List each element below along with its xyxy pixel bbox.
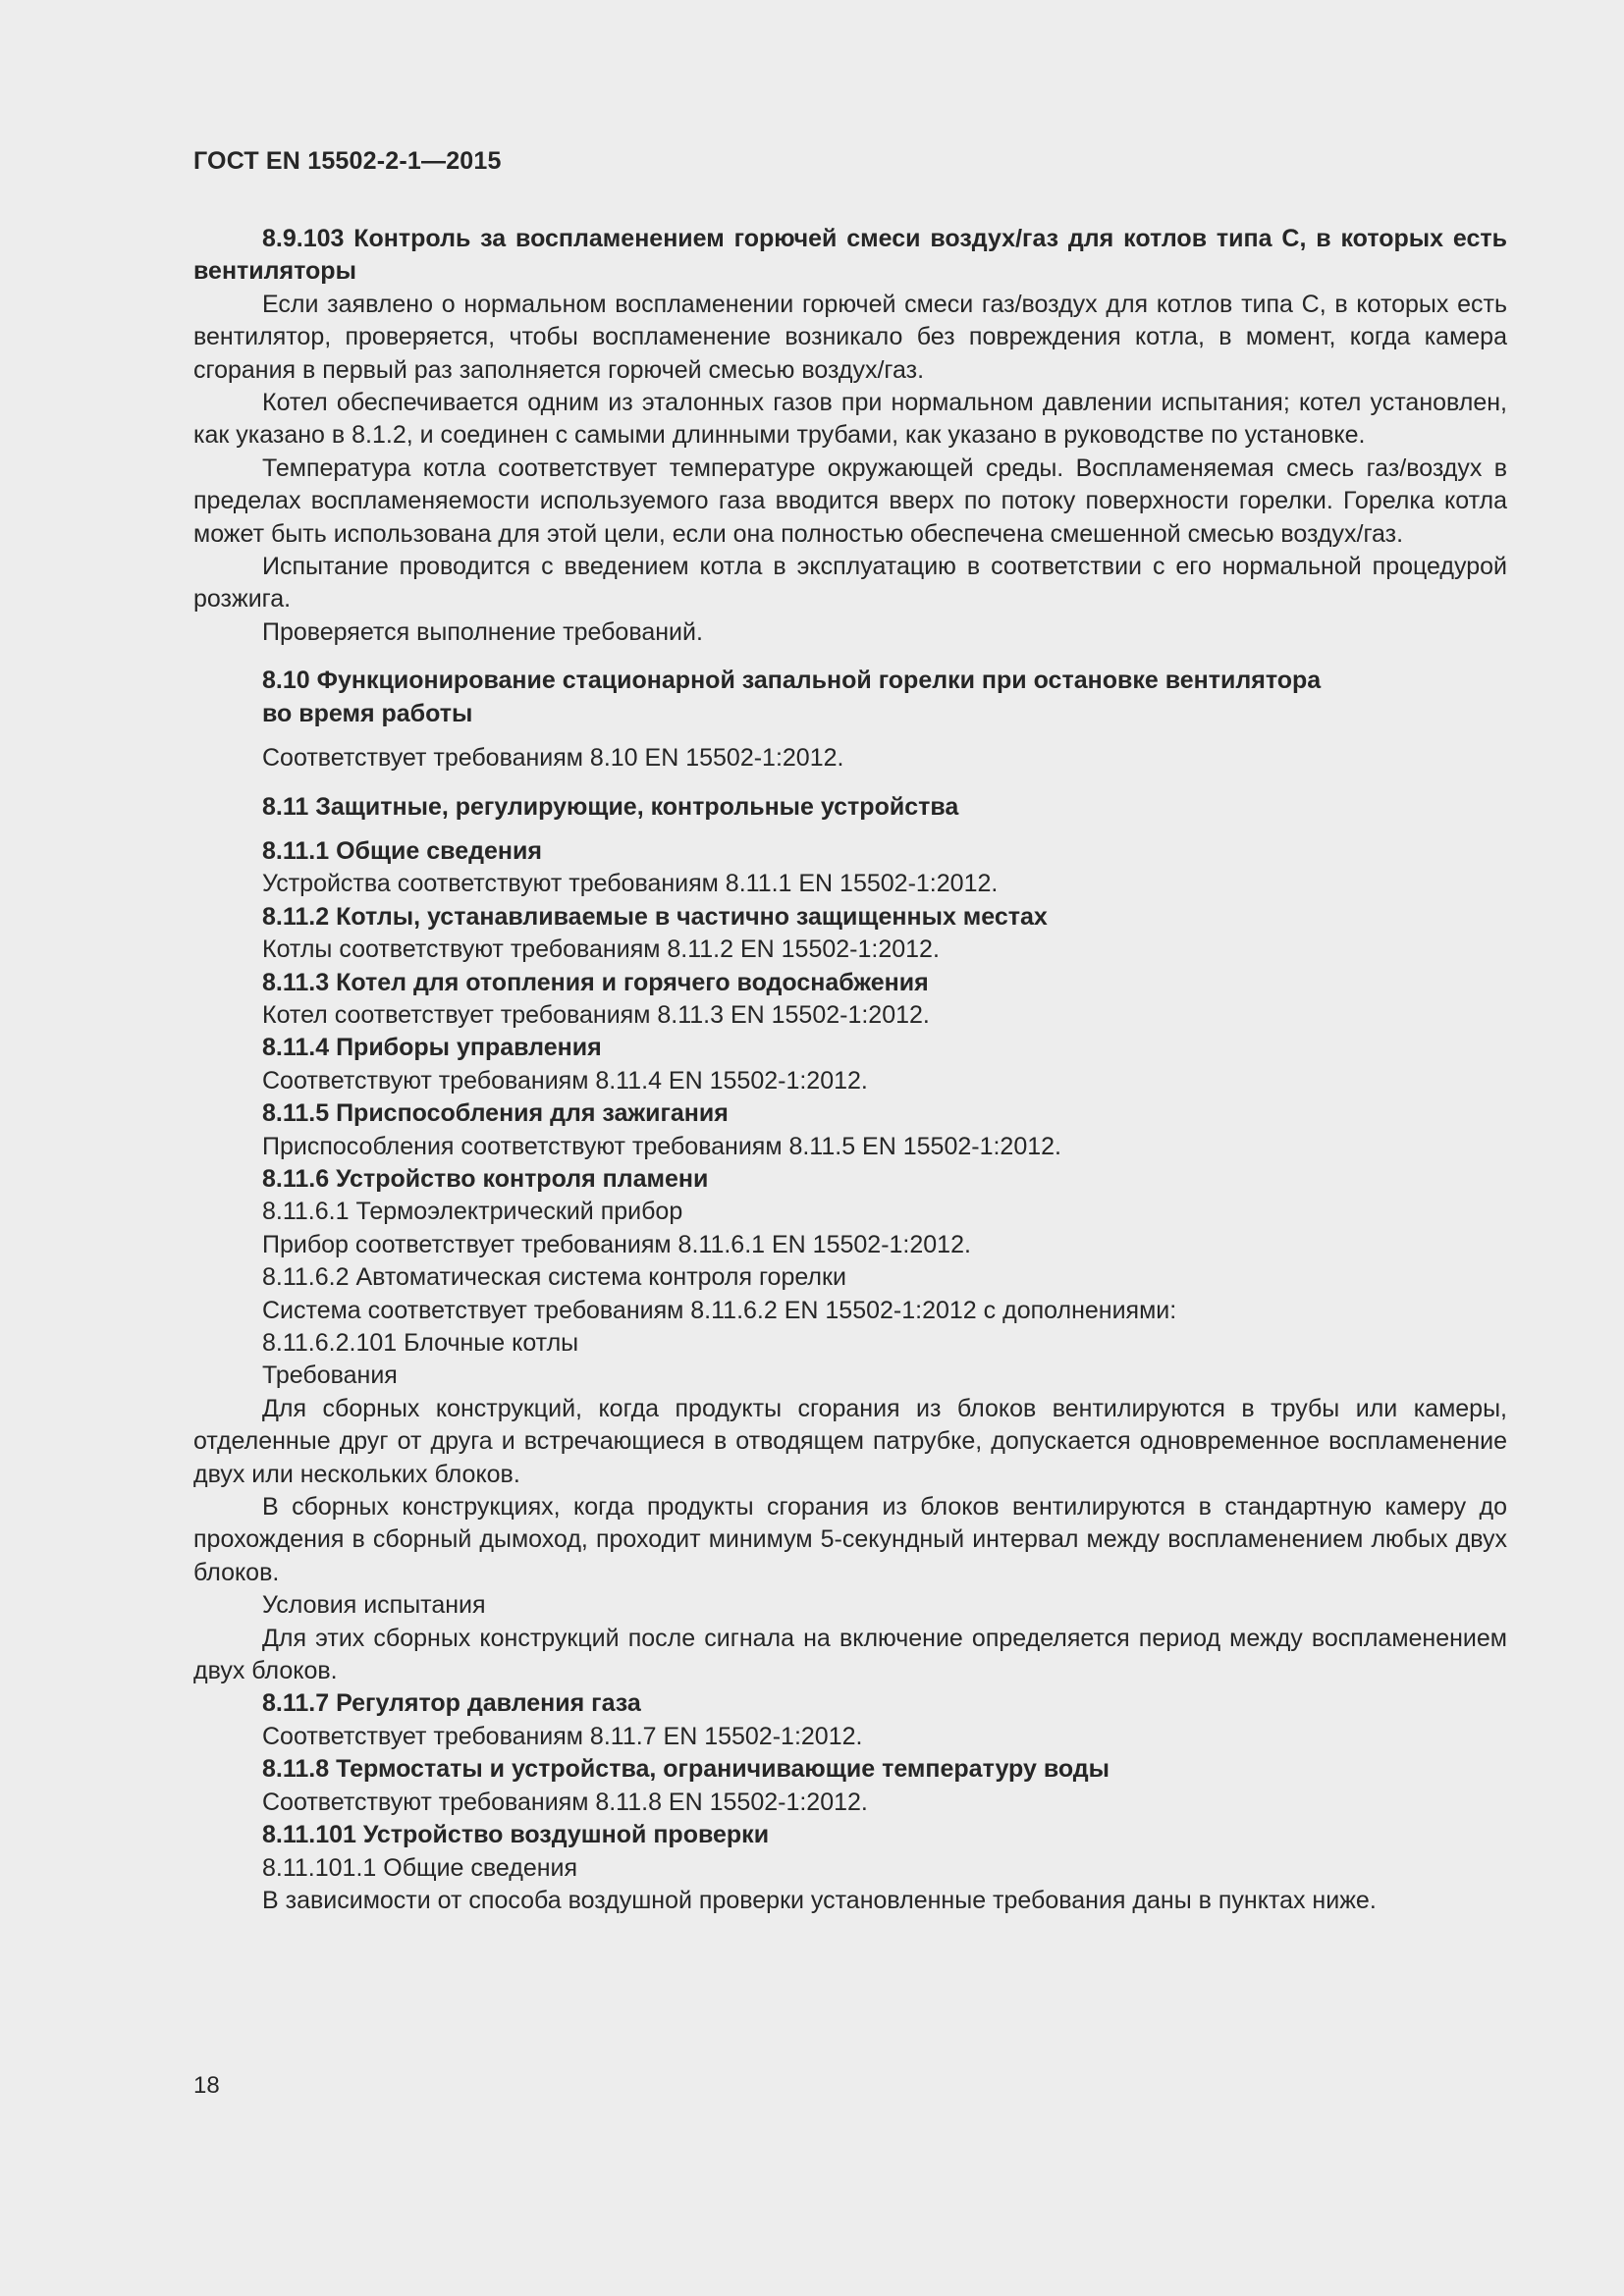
heading-8-10-line1: 8.10 Функционирование стационарной запальной горелки при остановке вентилятора bbox=[262, 667, 1322, 695]
document-page bbox=[193, 0, 1507, 2296]
page-number: 18 bbox=[193, 2072, 220, 2099]
heading-8-11-8: 8.11.8 Термостаты и устройства, ограничивающие температуру воды bbox=[262, 1755, 1110, 1784]
requirements-label: Требования bbox=[262, 1362, 398, 1390]
document-header: ГОСТ EN 15502-2-1—2015 bbox=[193, 147, 502, 175]
section-8-11-4-text: Соответствуют требованиям 8.11.4 EN 15502-1:2012. bbox=[262, 1066, 868, 1095]
test-conditions-label: Условия испытания bbox=[262, 1591, 486, 1620]
paragraph: Для сборных конструкций, когда продукты сгорания из блоков вентилируются в трубы или камеры, отделенные друг от друга и встречающиеся в отводящем патрубке, допускается одновременное воспламенение двух или нескольких блоков. bbox=[193, 1394, 1507, 1488]
section-8-11-6-2-text: Система соответствует требованиям 8.11.6.2 EN 15502-1:2012 с дополнениями: bbox=[262, 1296, 1177, 1324]
subheading-8-11-101-1: 8.11.101.1 Общие сведения bbox=[262, 1853, 578, 1882]
heading-8-11: 8.11 Защитные, регулирующие, контрольные устройства bbox=[262, 792, 959, 821]
section-8-11-6-1-text: Прибор соответствует требованиям 8.11.6.1 EN 15502-1:2012. bbox=[262, 1230, 971, 1258]
subheading-8-11-6-2-101: 8.11.6.2.101 Блочные котлы bbox=[262, 1329, 579, 1357]
heading-8-11-6: 8.11.6 Устройство контроля пламени bbox=[262, 1164, 709, 1193]
heading-8-10-line2: во время работы bbox=[262, 699, 473, 727]
heading-8-11-2: 8.11.2 Котлы, устанавливаемые в частично защищенных местах bbox=[262, 902, 1048, 931]
heading-8-11-7: 8.11.7 Регулятор давления газа bbox=[262, 1689, 641, 1718]
section-8-11-2-text: Котлы соответствуют требованиям 8.11.2 EN 15502-1:2012. bbox=[262, 935, 940, 964]
paragraph: Проверяется выполнение требований. bbox=[262, 617, 703, 646]
document-body bbox=[193, 223, 1507, 1917]
paragraph: Испытание проводится с введением котла в эксплуатацию в соответствии с его нормальной процедурой розжига. bbox=[193, 553, 1507, 614]
heading-8-9-103: 8.9.103 Контроль за воспламенением горючей смеси воздух/газ для котлов типа С, в которых есть вентиляторы bbox=[193, 225, 1507, 286]
section-8-11-5-text: Приспособления соответствуют требованиям 8.11.5 EN 15502-1:2012. bbox=[262, 1132, 1061, 1160]
subheading-8-11-6-2: 8.11.6.2 Автоматическая система контроля горелки bbox=[262, 1263, 846, 1292]
heading-8-11-101: 8.11.101 Устройство воздушной проверки bbox=[262, 1821, 770, 1849]
heading-8-11-4: 8.11.4 Приборы управления bbox=[262, 1034, 602, 1062]
paragraph: Для этих сборных конструкций после сигнала на включение определяется период между воспламенением двух блоков. bbox=[193, 1624, 1507, 1685]
paragraph: В сборных конструкциях, когда продукты сгорания из блоков вентилируются в стандартную камеру до прохождения в сборный дымоход, проходит минимум 5-секундный интервал между воспламенением любых двух блоков. bbox=[193, 1493, 1507, 1586]
section-8-11-7-text: Соответствует требованиям 8.11.7 EN 15502-1:2012. bbox=[262, 1722, 863, 1750]
heading-8-11-3: 8.11.3 Котел для отопления и горячего водоснабжения bbox=[262, 968, 929, 996]
heading-8-11-5: 8.11.5 Приспособления для зажигания bbox=[262, 1099, 729, 1128]
section-8-11-8-text: Соответствуют требованиям 8.11.8 EN 15502-1:2012. bbox=[262, 1788, 868, 1816]
paragraph: Если заявлено о нормальном воспламенении горючей смеси газ/воздух для котлов типа С, в которых есть вентилятор, проверяется, чтобы воспламенение возникало без повреждения котла, в момент, когда камера сгорания в первый раз заполняется горючей смесью воздух/газ. bbox=[193, 290, 1507, 384]
section-8-11-101-1-text: В зависимости от способа воздушной проверки установленные требования даны в пунктах ниже. bbox=[262, 1886, 1377, 1914]
heading-8-11-1: 8.11.1 Общие сведения bbox=[262, 836, 542, 865]
section-8-11-3-text: Котел соответствует требованиям 8.11.3 EN 15502-1:2012. bbox=[262, 1000, 930, 1029]
subheading-8-11-6-1: 8.11.6.1 Термоэлектрический прибор bbox=[262, 1198, 683, 1226]
section-8-10-text: Соответствует требованиям 8.10 EN 15502-1:2012. bbox=[262, 744, 844, 773]
section-8-11-1-text: Устройства соответствуют требованиям 8.11.1 EN 15502-1:2012. bbox=[262, 870, 999, 898]
paragraph: Котел обеспечивается одним из эталонных газов при нормальном давлении испытания; котел установлен, как указано в 8.1.2, и соединен с самыми длинными трубами, как указано в руководстве по установке. bbox=[193, 389, 1507, 450]
paragraph: Температура котла соответствует температуре окружающей среды. Воспламеняемая смесь газ/воздух в пределах воспламеняемости используемого газа вводится вверх по потоку поверхности горелки. Горелка котла может быть использована для этой цели, если она полностью обеспечена смешенной смесью воздух/газ. bbox=[193, 454, 1507, 548]
